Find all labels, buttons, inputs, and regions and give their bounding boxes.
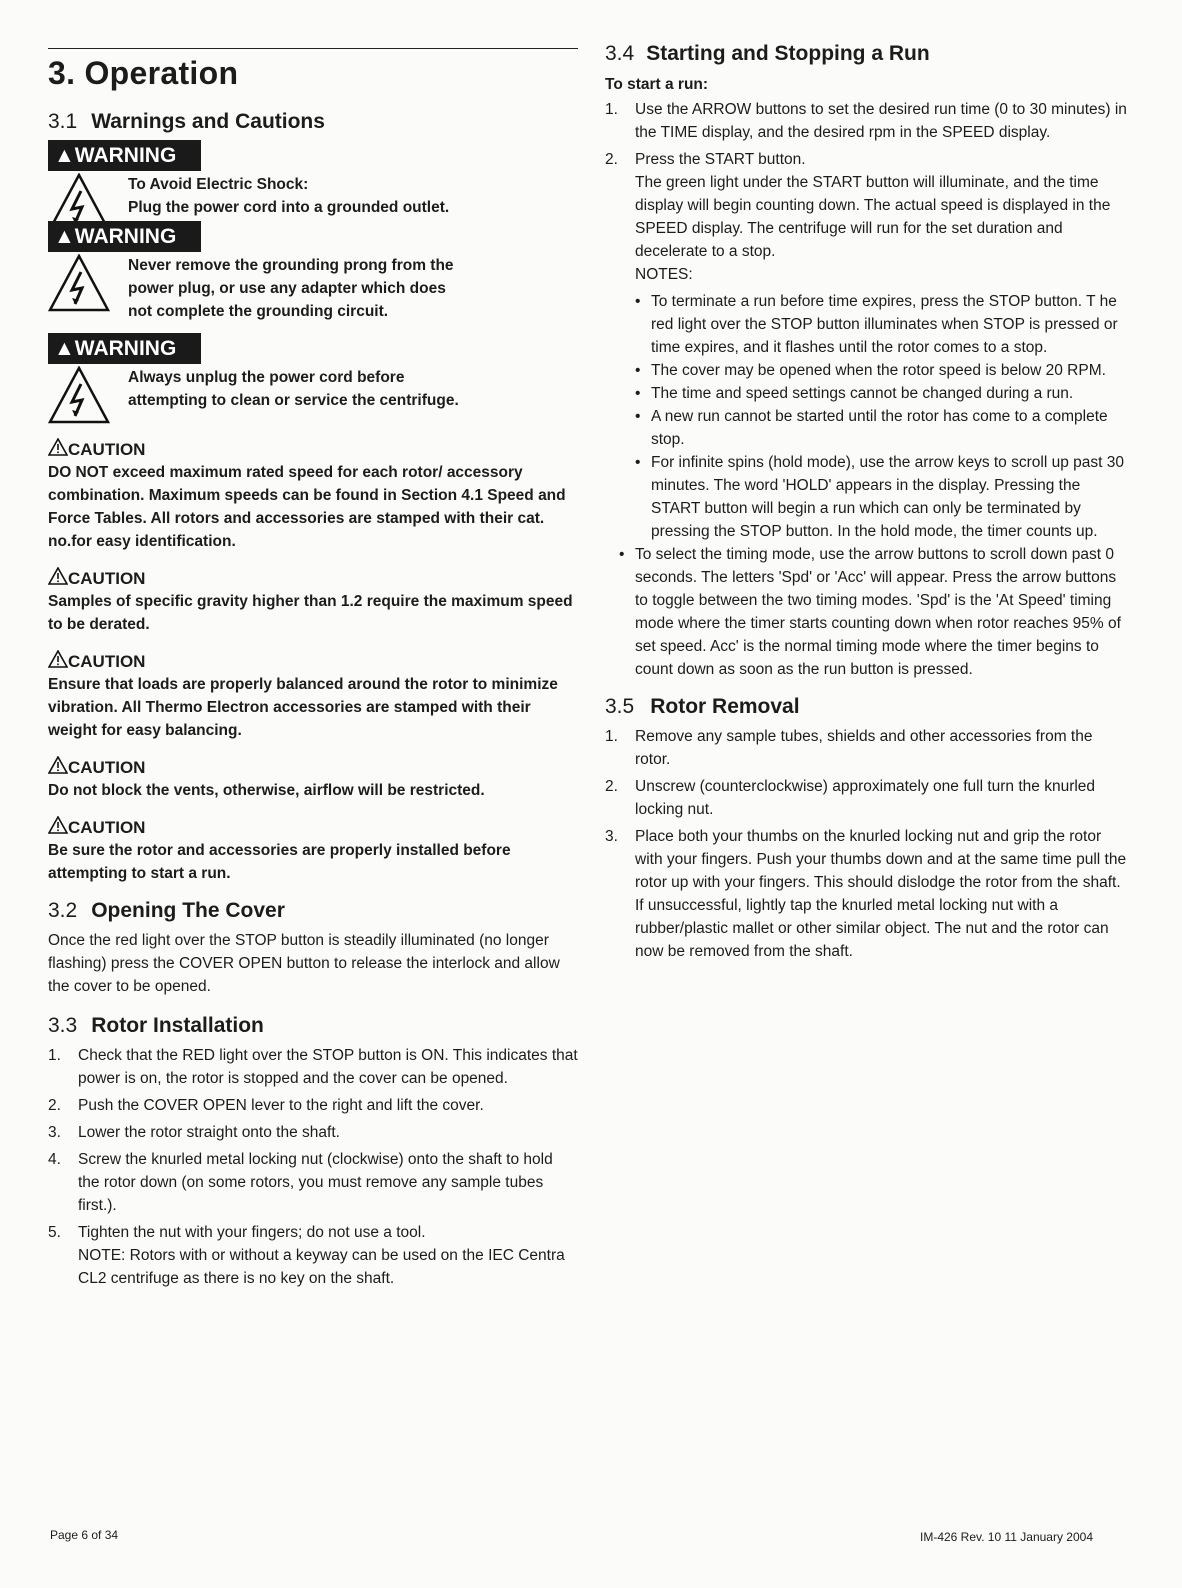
divider bbox=[48, 48, 578, 49]
electric-shock-icon bbox=[48, 252, 128, 323]
bullet-icon: • bbox=[635, 362, 641, 379]
warning-box bbox=[48, 333, 578, 424]
list-item: • For infinite spins (hold mode), use the arrow keys to scroll up past 30 minutes. The word 'HOLD' appears in the display. Pressing the START button will begin a run which can only be terminated by pressing the STOP button. In the hold mode, the timer counts up. bbox=[635, 451, 1130, 543]
bullet-icon: • bbox=[619, 546, 625, 563]
section-heading-3-2: 3.2 Opening The Cover bbox=[48, 899, 285, 922]
list-item: 2. Unscrew (counterclockwise) approximately one full turn the knurled locking nut. bbox=[605, 778, 1096, 818]
caution-triangle-icon bbox=[48, 567, 68, 590]
caution-block bbox=[48, 567, 578, 636]
page-number: Page 6 of 34 bbox=[50, 1528, 119, 1542]
caution-block bbox=[48, 816, 578, 885]
left-column bbox=[48, 48, 578, 1294]
list-item: 2. Push the COVER OPEN lever to the right and lift the cover. bbox=[48, 1097, 484, 1114]
list-item: 2. Press the START button. The green light under the START button will illuminate, and the time display will begin counting down. The actual speed is displayed in the SPEED display. The centrifuge will run for the set duration and decelerate to a stop. NOTES: bbox=[605, 151, 1111, 283]
warning-text: not complete the grounding circuit. bbox=[128, 303, 389, 320]
bullet-icon: • bbox=[635, 385, 641, 402]
notes-list bbox=[619, 543, 1130, 681]
caution-label: CAUTION bbox=[68, 817, 146, 837]
warning-triangle-icon: ▲ bbox=[54, 225, 75, 248]
list-item: • The cover may be opened when the rotor speed is below 20 RPM. bbox=[635, 359, 1130, 382]
warning-box bbox=[48, 140, 578, 231]
start-run-steps bbox=[605, 98, 1130, 286]
section-heading-3-5: 3.5 Rotor Removal bbox=[605, 695, 800, 718]
section-heading-3-3: 3.3 Rotor Installation bbox=[48, 1014, 264, 1037]
caution-triangle-icon bbox=[48, 756, 68, 779]
list-item: • The time and speed settings cannot be changed during a run. bbox=[635, 382, 1130, 405]
list-item: 3. Lower the rotor straight onto the shaft. bbox=[48, 1124, 340, 1141]
warning-text: Always unplug the power cord before bbox=[128, 369, 405, 386]
note-text: NOTE: Rotors with or without a keyway can be used on the IEC Centra CL2 centrifuge as there is no key on the shaft. bbox=[78, 1247, 565, 1287]
list-item: • To terminate a run before time expires, press the STOP button. T he red light over the STOP button illuminates when STOP is pressed or time expires, and it flashes until the rotor comes to a stop. bbox=[635, 290, 1130, 359]
electric-shock-icon bbox=[48, 364, 128, 424]
list-item: 1. Remove any sample tubes, shields and other accessories from the rotor. bbox=[605, 728, 1093, 768]
warning-triangle-icon: ▲ bbox=[54, 337, 75, 360]
subheading: To start a run: bbox=[605, 76, 709, 93]
caution-label: CAUTION bbox=[68, 757, 146, 777]
list-item: • To select the timing mode, use the arrow buttons to scroll down past 0 seconds. The letters 'Spd' or 'Acc' will appear. Press the arrow buttons to toggle between the two timing modes. 'Spd' is the 'At Speed' timing mode where the timer starts counting down when rotor reaches 95% of set speed. Acc' is the normal timing mode where the timer begins to count down as soon as the run button is pressed. bbox=[619, 543, 1130, 681]
list-item: 3. Place both your thumbs on the knurled locking nut and grip the rotor with your fingers. Push your thumbs down and at the same time pull the rotor up with your fingers. This should dislodge the rotor from the shaft. If unsuccessful, lightly tap the knurled metal locking nut with a rubber/plastic mallet or other similar object. The nut and the rotor can now be removed from the shaft. bbox=[605, 828, 1127, 960]
caution-text: Samples of specific gravity higher than 1.2 require the maximum speed to be derated. bbox=[48, 593, 573, 633]
caution-block bbox=[48, 438, 578, 553]
caution-label: CAUTION bbox=[68, 651, 146, 671]
caution-block bbox=[48, 756, 578, 802]
list-item: 4. Screw the knurled metal locking nut (clockwise) onto the shaft to hold the rotor down (on some rotors, you must remove any sample tubes first.). bbox=[48, 1151, 553, 1214]
warning-text: attempting to clean or service the centrifuge. bbox=[128, 392, 459, 409]
warning-label: ▲WARNING bbox=[48, 221, 201, 252]
warning-triangle-icon: ▲ bbox=[54, 144, 75, 167]
warning-text: Plug the power cord into a grounded outlet. bbox=[128, 199, 450, 216]
caution-triangle-icon bbox=[48, 816, 68, 839]
caution-triangle-icon bbox=[48, 650, 68, 673]
caution-triangle-icon bbox=[48, 438, 68, 461]
bullet-icon: • bbox=[635, 293, 641, 310]
rotor-removal-steps bbox=[605, 725, 1130, 963]
caution-label: CAUTION bbox=[68, 439, 146, 459]
notes-label: NOTES: bbox=[635, 266, 693, 283]
caution-text: DO NOT exceed maximum rated speed for each rotor/ accessory combination. Maximum speeds can be found in Section 4.1 Speed and Force Tables. All rotors and accessories are stamped with their cat. no.for easy identification. bbox=[48, 464, 566, 550]
section-text: Once the red light over the STOP button is steadily illuminated (no longer flashing) press the COVER OPEN button to release the interlock and allow the cover to be opened. bbox=[48, 932, 560, 995]
caution-label: CAUTION bbox=[68, 568, 146, 588]
section-heading-3-4: 3.4 Starting and Stopping a Run bbox=[605, 42, 930, 65]
caution-text: Do not block the vents, otherwise, airflow will be restricted. bbox=[48, 782, 485, 799]
warning-box bbox=[48, 221, 578, 323]
rotor-installation-steps bbox=[48, 1044, 578, 1290]
list-item: 1. Use the ARROW buttons to set the desired run time (0 to 30 minutes) in the TIME display, and the desired rpm in the SPEED display. bbox=[605, 101, 1127, 141]
caution-text: Be sure the rotor and accessories are properly installed before attempting to start a run. bbox=[48, 842, 511, 882]
right-column bbox=[605, 42, 1130, 967]
page-title: 3. Operation bbox=[48, 55, 239, 91]
list-item: • A new run cannot be started until the rotor has come to a complete stop. bbox=[635, 405, 1130, 451]
caution-text: Ensure that loads are properly balanced around the rotor to minimize vibration. All Thermo Electron accessories are stamped with their weight for easy balancing. bbox=[48, 676, 558, 739]
list-item: 5. Tighten the nut with your fingers; do not use a tool. NOTE: Rotors with or without a keyway can be used on the IEC Centra CL2 centrifuge as there is no key on the shaft. bbox=[48, 1224, 565, 1287]
bullet-icon: • bbox=[635, 408, 641, 425]
warning-text: To Avoid Electric Shock: bbox=[128, 176, 309, 193]
notes-list bbox=[635, 290, 1130, 543]
warning-text: power plug, or use any adapter which does bbox=[128, 280, 446, 297]
list-item: 1. Check that the RED light over the STOP button is ON. This indicates that power is on, the rotor is stopped and the cover can be opened. bbox=[48, 1047, 578, 1087]
caution-block bbox=[48, 650, 578, 742]
bullet-icon: • bbox=[635, 454, 641, 471]
document-id: IM-426 Rev. 10 11 January 2004 bbox=[920, 1530, 1093, 1544]
section-heading-3-1: 3.1 Warnings and Cautions bbox=[48, 110, 325, 133]
warning-label: ▲WARNING bbox=[48, 333, 201, 364]
warning-label: ▲WARNING bbox=[48, 140, 201, 171]
warning-text: Never remove the grounding prong from the bbox=[128, 257, 454, 274]
